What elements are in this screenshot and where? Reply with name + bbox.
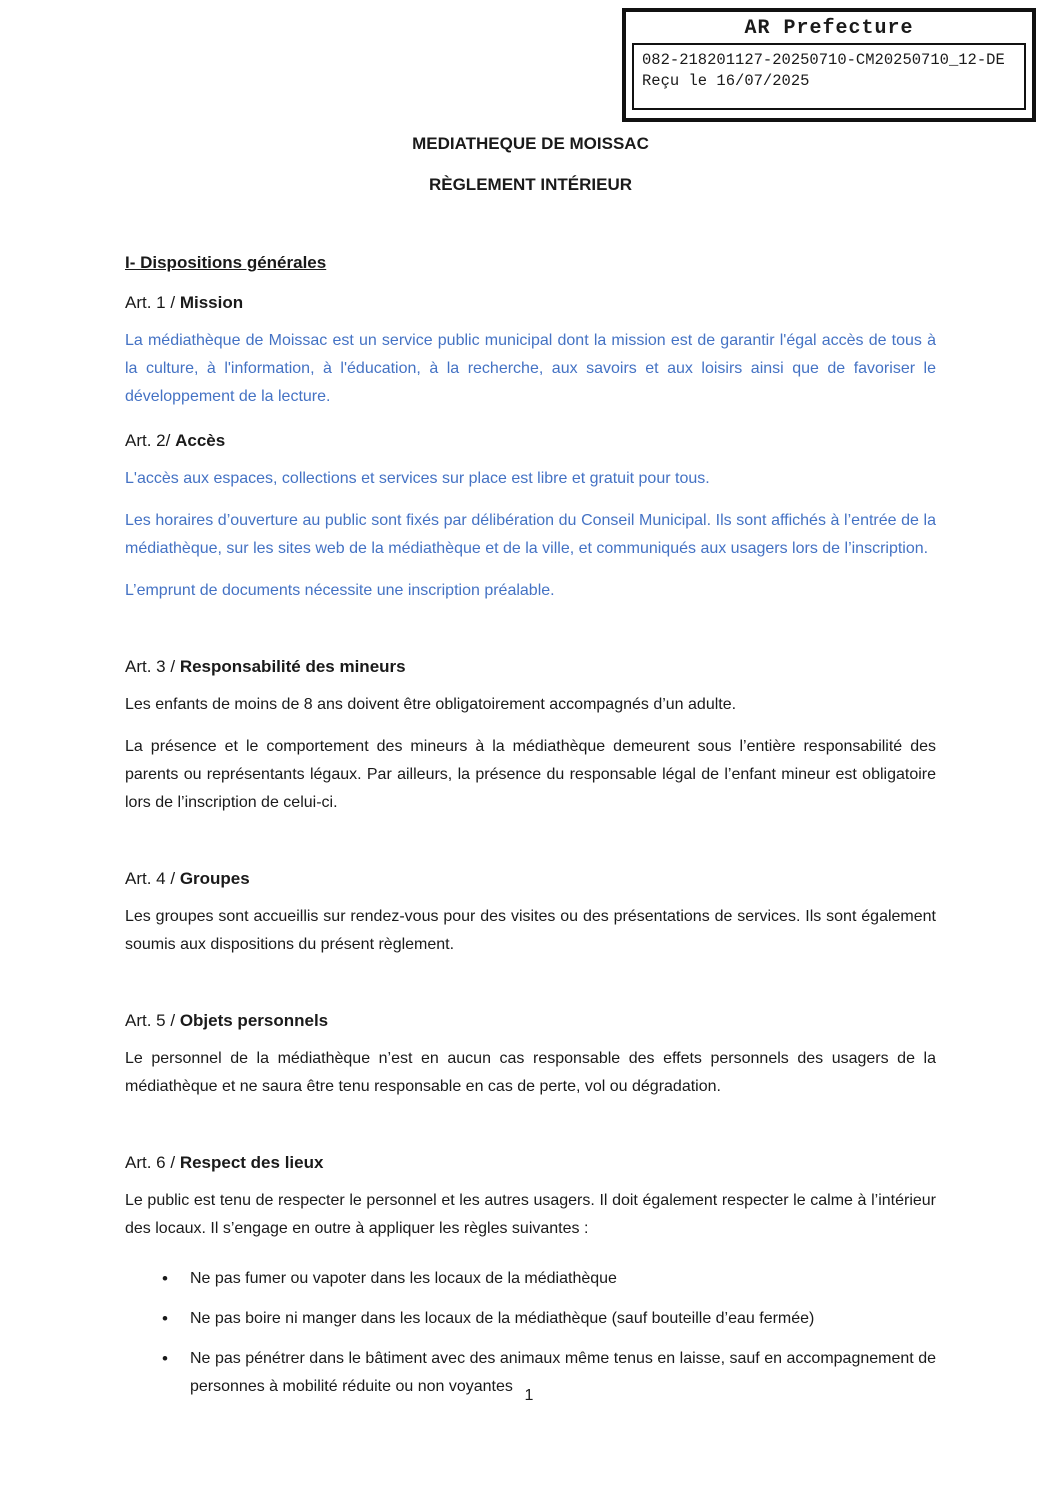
article-4-paragraph: Les groupes sont accueillis sur rendez-vous pour des visites ou des présentations de services. Ils sont également soumis aux dispositions du présent règlement. <box>125 908 936 953</box>
prefecture-stamp <box>622 8 1036 122</box>
rule-no-smoking: • Ne pas fumer ou vapoter dans les locaux de la médiathèque <box>125 1265 936 1293</box>
article-2-paragraph-2: Les horaires d’ouverture au public sont fixés par délibération du Conseil Municipal. Ils sont affichés à l’entrée de la médiathèque, sur les sites web de la médiathèque et de la ville, et communiqués aux usagers lors de l’inscription. <box>125 512 936 557</box>
article-4-label: Groupes <box>179 869 250 888</box>
article-3-heading <box>125 657 936 677</box>
article-3-prefix: Art. 3 / <box>125 657 176 676</box>
article-1-heading <box>125 293 936 313</box>
article-3-paragraph-2: La présence et le comportement des mineurs à la médiathèque demeurent sous l’entière responsabilité des parents ou représentants légaux. Par ailleurs, la présence du responsable légal de l’enfant mineur est obligatoire lors de l’inscription de celui-ci. <box>125 738 936 811</box>
article-3-label: Responsabilité des mineurs <box>179 657 406 676</box>
article-2-prefix: Art. 2/ <box>125 431 171 450</box>
article-1-paragraph: La médiathèque de Moissac est un service public municipal dont la mission est de garantir l'égal accès de tous à la culture, à l'information, à l'éducation, à la recherche, aux savoirs et aux loisirs ainsi que de favoriser le développement de la lecture. <box>125 332 936 405</box>
stamp-received-date: Reçu le 16/07/2025 <box>642 72 810 90</box>
article-2-label: Accès <box>175 431 226 450</box>
article-2-paragraph-3: L’emprunt de documents nécessite une inscription préalable. <box>125 582 555 599</box>
rule-no-animals: • Ne pas pénétrer dans le bâtiment avec des animaux même tenus en laisse, sauf en accompagnement de personnes à mobilité réduite ou non voyantes <box>125 1345 936 1401</box>
article-6-label: Respect des lieux <box>179 1153 324 1172</box>
document-title: MEDIATHEQUE DE MOISSAC <box>412 134 649 153</box>
rule-no-food-drink: • Ne pas boire ni manger dans les locaux de la médiathèque (sauf bouteille d’eau fermée) <box>125 1305 936 1333</box>
article-2-heading <box>125 431 936 451</box>
document-subtitle: RÈGLEMENT INTÉRIEUR <box>428 175 633 194</box>
article-1-prefix: Art. 1 / <box>125 293 176 312</box>
article-4-prefix: Art. 4 / <box>125 869 176 888</box>
article-2-paragraph-1: L'accès aux espaces, collections et services sur place est libre et gratuit pour tous. <box>125 470 710 487</box>
rules-bullet-list <box>125 1265 936 1401</box>
stamp-body <box>632 43 1026 110</box>
article-6-prefix: Art. 6 / <box>125 1153 176 1172</box>
stamp-title: AR Prefecture <box>744 17 914 40</box>
article-5-paragraph: Le personnel de la médiathèque n’est en aucun cas responsable des effets personnels des usagers de la médiathèque et ne saura être tenu responsable en cas de perte, vol ou dégradation. <box>125 1050 936 1095</box>
article-1-label: Mission <box>179 293 244 312</box>
article-4-heading <box>125 869 936 889</box>
article-6-heading <box>125 1153 936 1173</box>
article-5-prefix: Art. 5 / <box>125 1011 176 1030</box>
article-5-heading <box>125 1011 936 1031</box>
article-5-label: Objets personnels <box>179 1011 329 1030</box>
section-heading: I- Dispositions générales <box>125 253 327 272</box>
page-number: 1 <box>524 1387 534 1404</box>
article-6-paragraph: Le public est tenu de respecter le personnel et les autres usagers. Il doit également respecter le calme à l’intérieur des locaux. Il s’engage en outre à appliquer les règles suivantes : <box>125 1192 936 1237</box>
article-3-paragraph-1: Les enfants de moins de 8 ans doivent être obligatoirement accompagnés d’un adulte. <box>125 696 737 713</box>
stamp-reference: 082-218201127-20250710-CM20250710_12-DE <box>642 51 1005 69</box>
